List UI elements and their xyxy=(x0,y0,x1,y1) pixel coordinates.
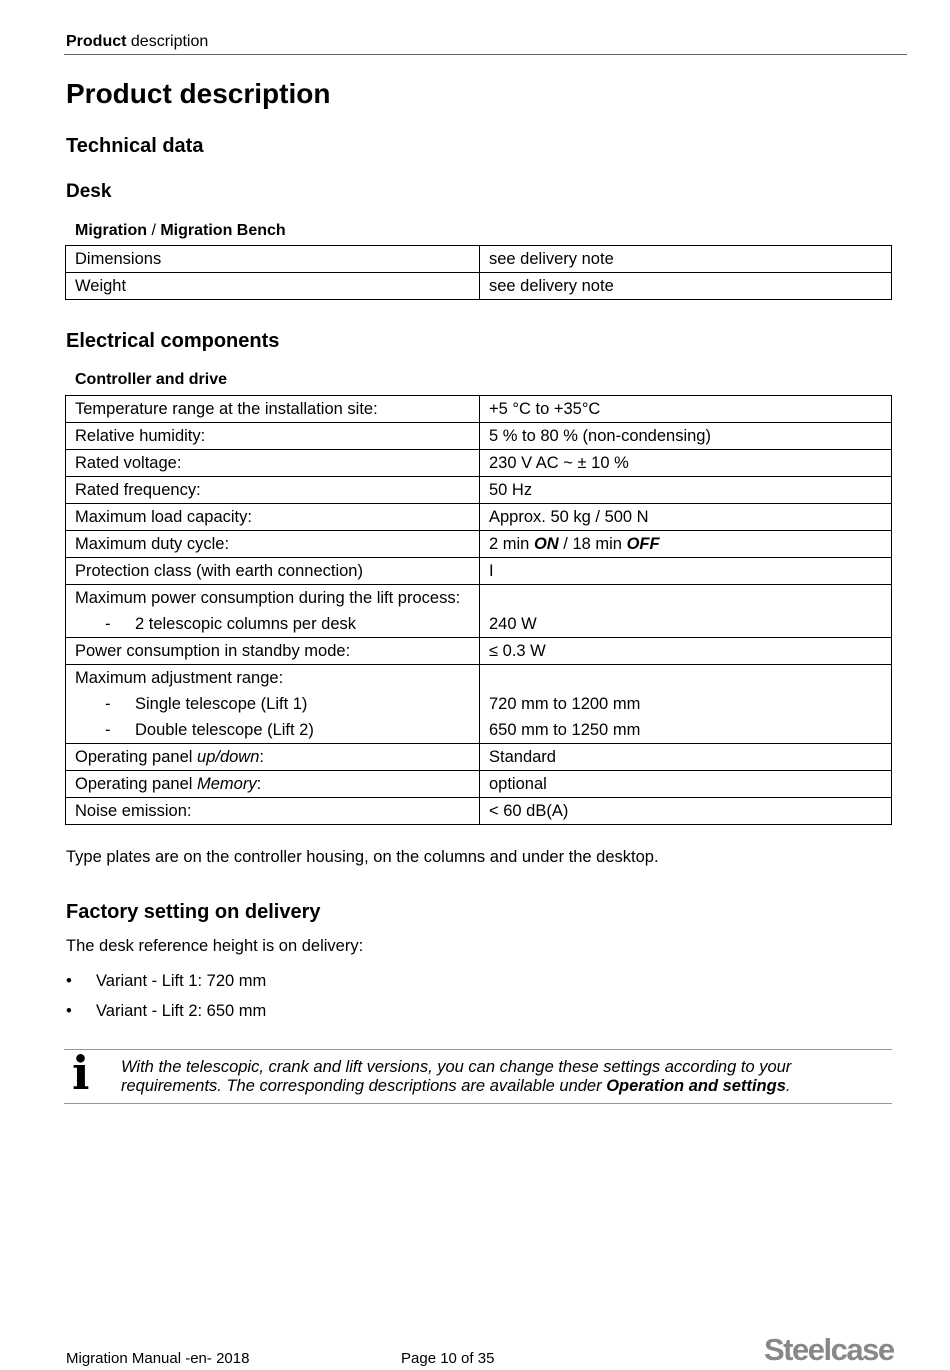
adjust-sub-item-2 xyxy=(75,717,470,743)
table-cell-label xyxy=(66,665,480,744)
power-sub-item xyxy=(75,611,470,637)
list-item xyxy=(66,972,266,991)
table-cell-label xyxy=(66,771,480,798)
table-cell-value xyxy=(480,585,892,638)
table-row xyxy=(66,585,892,638)
duty-on-time: 2 min xyxy=(489,535,534,553)
label-part: Operating panel xyxy=(75,748,198,766)
bullet-dot: • xyxy=(66,1002,72,1020)
footer-document-name: Migration Manual -en- 2018 xyxy=(66,1350,250,1367)
table-cell-label: Weight xyxy=(66,273,480,300)
table-cell-value: 230 V AC ~ ± 10 % xyxy=(480,450,892,477)
adjust-value-2: 650 mm to 1250 mm xyxy=(489,721,641,739)
info-note xyxy=(121,1058,861,1096)
label-italic: up/down xyxy=(197,748,260,766)
factory-intro: The desk reference height is on delivery: xyxy=(66,937,364,955)
dash: - xyxy=(105,721,111,739)
table-cell-value: Standard xyxy=(480,744,892,771)
table-cell-value: < 60 dB(A) xyxy=(480,798,892,825)
table-row xyxy=(66,558,892,585)
power-label: Maximum power consumption during the lift process: xyxy=(75,589,461,607)
steelcase-logo: Steelcase xyxy=(764,1332,894,1367)
table-cell-label: Protection class (with earth connection) xyxy=(66,558,480,585)
bullet-dot: • xyxy=(66,972,72,990)
adjust-sub-label-2: Double telescope (Lift 2) xyxy=(135,721,314,739)
adjust-label: Maximum adjustment range: xyxy=(75,669,284,687)
footer-page-number: Page 10 of 35 xyxy=(401,1350,495,1367)
table-cell-value: I xyxy=(480,558,892,585)
desk-table xyxy=(65,245,892,300)
table-row xyxy=(66,477,892,504)
bullet-text: Variant - Lift 2: 650 mm xyxy=(96,1002,267,1020)
table-cell-value: +5 °C to +35°C xyxy=(480,396,892,423)
note-end: . xyxy=(785,1077,791,1095)
note-text: With the telescopic, crank and lift versions, you can change these settings according to your requirements. The corresponding descriptions are available under xyxy=(121,1058,792,1095)
table-cell-label: Noise emission: xyxy=(66,798,480,825)
note-top-rule xyxy=(64,1049,892,1050)
table-cell-label: Relative humidity: xyxy=(66,423,480,450)
table-cell-label: Temperature range at the installation site: xyxy=(66,396,480,423)
running-header xyxy=(66,33,208,51)
dash: - xyxy=(105,695,111,713)
info-icon: i xyxy=(72,1046,90,1100)
duty-off-time: / 18 min xyxy=(558,535,627,553)
label-italic: Memory xyxy=(197,775,257,793)
table-cell-label xyxy=(66,585,480,638)
adjust-value-1: 720 mm to 1200 mm xyxy=(489,695,641,713)
page-title: Product description xyxy=(66,78,331,109)
table-row xyxy=(66,744,892,771)
power-value: 240 W xyxy=(489,615,537,633)
adjust-sub-item-1 xyxy=(75,691,470,717)
adjust-sub-label-1: Single telescope (Lift 1) xyxy=(135,695,308,713)
duty-on-label: ON xyxy=(533,535,559,553)
heading-technical-data: Technical data xyxy=(66,135,204,157)
header-rule xyxy=(64,54,907,55)
table-cell-label: Power consumption in standby mode: xyxy=(66,638,480,665)
label-colon: : xyxy=(259,748,264,766)
running-header-bold: Product xyxy=(66,33,127,50)
table-row xyxy=(66,771,892,798)
heading-desk: Desk xyxy=(66,181,112,202)
desk-table-caption xyxy=(75,222,286,240)
table-cell-value: see delivery note xyxy=(480,273,892,300)
table-row xyxy=(66,396,892,423)
note-bold: Operation and settings xyxy=(606,1077,786,1095)
table-row xyxy=(66,665,892,744)
table-cell-value: 5 % to 80 % (non-condensing) xyxy=(480,423,892,450)
list-item xyxy=(66,1002,266,1021)
table-cell-label: Rated frequency: xyxy=(66,477,480,504)
table-cell-value: optional xyxy=(480,771,892,798)
bullet-text: Variant - Lift 1: 720 mm xyxy=(96,972,267,990)
table-cell-value: Approx. 50 kg / 500 N xyxy=(480,504,892,531)
power-sub-label: 2 telescopic columns per desk xyxy=(135,615,357,633)
desk-caption-a: Migration xyxy=(75,222,147,239)
table-row xyxy=(66,423,892,450)
heading-electrical-components: Electrical components xyxy=(66,330,280,352)
heading-factory-setting: Factory setting on delivery xyxy=(66,901,321,923)
desk-caption-sep: / xyxy=(147,222,161,239)
controller-table xyxy=(65,395,892,825)
running-header-rest: description xyxy=(126,33,209,50)
table-cell-value: see delivery note xyxy=(480,246,892,273)
label-colon: : xyxy=(256,775,262,793)
table-row xyxy=(66,450,892,477)
table-cell-value xyxy=(480,531,892,558)
table-cell-label: Maximum load capacity: xyxy=(66,504,480,531)
dash: - xyxy=(105,615,111,633)
table-row xyxy=(66,638,892,665)
controller-table-caption: Controller and drive xyxy=(75,371,228,388)
table-cell-label: Maximum duty cycle: xyxy=(66,531,480,558)
table-cell-label xyxy=(66,744,480,771)
desk-caption-b: Migration Bench xyxy=(160,222,286,239)
table-cell-value: ≤ 0.3 W xyxy=(480,638,892,665)
table-cell-value: 50 Hz xyxy=(480,477,892,504)
table-row xyxy=(66,504,892,531)
duty-off-label: OFF xyxy=(626,535,660,553)
table-cell-value xyxy=(480,665,892,744)
table-cell-label: Dimensions xyxy=(66,246,480,273)
label-part: Operating panel xyxy=(75,775,198,793)
note-bottom-rule xyxy=(64,1103,892,1104)
table-row xyxy=(66,246,892,273)
table-row xyxy=(66,531,892,558)
table-row xyxy=(66,273,892,300)
type-plates-text: Type plates are on the controller housing, on the columns and under the desktop. xyxy=(66,848,659,866)
table-row xyxy=(66,798,892,825)
table-cell-label: Rated voltage: xyxy=(66,450,480,477)
